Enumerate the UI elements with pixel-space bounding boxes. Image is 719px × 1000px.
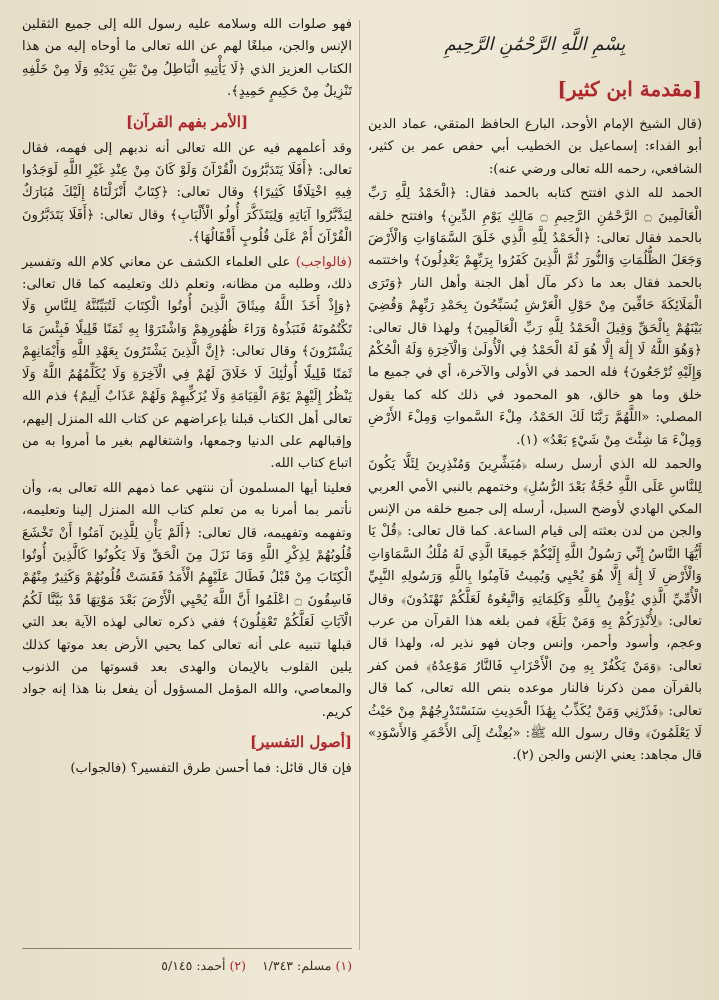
hamd-paragraph: الحمد لله الذي افتتح كتابه بالحمد فقال: ﴿الْحَمْدُ لِلَّهِ رَبِّ الْعَالَمِينَ ۝ الرَّحْمَٰنِ الرَّحِيمِ ۝ مَالِكِ يَوْمِ الدِّينِ﴾ وافتتح خلقه بالحمد فقال تعالى: ﴿الْحَمْدُ لِلَّهِ الَّذِي خَلَقَ السَّمَاوَاتِ وَالْأَرْضَ وَجَعَلَ الظُّلُمَاتِ وَالنُّورَ ثُمَّ الَّذِينَ كَفَرُوا بِرَبِّهِمْ يَعْدِلُونَ﴾ واختتمه بالحمد فقال بعد ما ذكر مآل أهل الجنة وأهل النار ﴿وَتَرَى الْمَلَائِكَةَ حَافِّينَ مِنْ حَوْلِ الْعَرْشِ يُسَبِّحُونَ بِحَمْدِ رَبِّهِمْ وَقُضِيَ بَيْنَهُمْ بِالْحَقِّ وَقِيلَ الْحَمْدُ لِلَّهِ رَبِّ الْعَالَمِينَ﴾ ولهذا قال تعالى: ﴿وَهُوَ اللَّهُ لَا إِلَٰهَ إِلَّا هُوَ لَهُ الْحَمْدُ فِي الْأُولَىٰ وَالْآخِرَةِ وَلَهُ الْحُكْمُ وَإِلَيْهِ تُرْجَعُونَ﴾ فله الحمد في الأولى والآخرة، أي في جميع ما خلق وما هو خالق، هو المحمود في ذلك كله كما يقول المصلي: «اللَّهُمَّ رَبَّنَا لَكَ الحَمْدُ، مِلْءَ السَّمواتِ وَمِلْءَ الأَرْضِ وَمِلْءَ مَا شِئْتَ مِنْ شَيْءٍ بَعْدُ» (١). [368, 186, 702, 448]
section-heading-principles: [أصول التفسير] [249, 733, 352, 752]
opening-paragraph: فهو صلوات الله وسلامه عليه رسول الله إلى جميع الثقلين الإنس والجن، مبلغًا لهم عن الله تعالى ما أوحاه إليه من هذا الكتاب العزيز الذي ﴿لَا يَأْتِيهِ الْبَاطِلُ مِنْ بَيْنِ يَدَيْهِ وَلَا مِنْ خَلْفِهِ تَنْزِيلٌ مِنْ حَكِيمٍ حَمِيدٍ﴾. [22, 17, 352, 100]
duty-paragraph [22, 252, 352, 476]
understanding-paragraph: وقد أعلمهم فيه عن الله تعالى أنه ندبهم إلى فهمه، فقال تعالى: ﴿أَفَلَا يَتَدَبَّرُونَ الْقُرْآنَ وَلَوْ كَانَ مِنْ عِنْدِ غَيْرِ اللَّهِ لَوَجَدُوا فِيهِ اخْتِلَافًا كَثِيرًا﴾ وقال تعالى: ﴿كِتَابٌ أَنْزَلْنَاهُ إِلَيْكَ مُبَارَكٌ لِيَدَّبَّرُوا آيَاتِهِ وَلِيَتَذَكَّرَ أُولُو الْأَلْبَابِ﴾ وقال تعالى: ﴿أَفَلَا يَتَدَبَّرُونَ الْقُرْآنَ أَمْ عَلَىٰ قُلُوبٍ أَقْفَالُهَا﴾. [22, 140, 352, 246]
footnote-rule [22, 948, 352, 949]
column-divider [359, 20, 360, 950]
rusul-paragraph: والحمد لله الذي أرسل رسله ﴿مُبَشِّرِينَ وَمُنْذِرِينَ لِئَلَّا يَكُونَ لِلنَّاسِ عَلَى اللَّهِ حُجَّةٌ بَعْدَ الرُّسُلِ﴾ وختمهم بالنبي الأمي العربي المكي الهادي لأوضح السبل، أرسله إلى جميع خلقه من الإنس والجن من لدن بعثته إلى قيام الساعة. كما قال تعالى: ﴿قُلْ يَا أَيُّهَا النَّاسُ إِنِّي رَسُولُ اللَّهِ إِلَيْكُمْ جَمِيعًا الَّذِي لَهُ مُلْكُ السَّمَاوَاتِ وَالْأَرْضِ لَا إِلَٰهَ إِلَّا هُوَ يُحْيِي وَيُمِيتُ فَآمِنُوا بِاللَّهِ وَرَسُولِهِ النَّبِيِّ الْأُمِّيِّ الَّذِي يُؤْمِنُ بِاللَّهِ وَكَلِمَاتِهِ وَاتَّبِعُوهُ لَعَلَّكُمْ تَهْتَدُونَ﴾ وقال تعالى: ﴿لِأُنْذِرَكُمْ بِهِ وَمَنْ بَلَغَ﴾ فمن بلغه هذا القرآن من عرب وعجم، وأسود وأحمر، وإنس وجان فهو نذير له، ولهذا قال تعالى: ﴿وَمَنْ يَكْفُرْ بِهِ مِنَ الْأَحْزَابِ فَالنَّارُ مَوْعِدُهُ﴾ فمن كفر بالقرآن ممن ذكرنا فالنار موعده بنص الله تعالى، كما قال تعالى: ﴿فَذَرْنِي وَمَنْ يُكَذِّبُ بِهَٰذَا الْحَدِيثِ سَنَسْتَدْرِجُهُمْ مِنْ حَيْثُ لَا يَعْلَمُونَ﴾ وقال رسول الله ﷺ: «بُعِثْتُ إِلَى الأَحْمَرِ وَالأَسْوَدِ» قال مجاهد: يعني الإنس والجن (٢). [368, 457, 702, 764]
footnote-1-number: (١) [335, 958, 352, 973]
section-heading-understanding: [الأمر بفهم القرآن] [125, 112, 249, 131]
principles-paragraph: فإن قال قائل: فما أحسن طرق التفسير؟ (فالجواب) [70, 761, 352, 777]
right-column [368, 14, 702, 770]
footnote-2-text: أحمد: ٥/١٤٥ [161, 958, 226, 973]
section-heading-introduction: [مقدمة ابن كثير] [557, 77, 702, 101]
footnotes [22, 956, 352, 976]
left-column [22, 14, 352, 783]
duty-label: (فالواجب) [295, 254, 352, 270]
footnote-2-number: (٢) [229, 958, 247, 973]
author-paragraph: (قال الشيخ الإمام الأوحد، البارع الحافظ المتقي، عماد الدين أبو الفداء: إسماعيل بن الخطيب أبي حفص عمر بن كثير، الشافعي، رحمه الله تعالى ورضي عنه): [368, 117, 702, 177]
footnote-1-text: مسلم: ١/٣٤٣ [261, 958, 332, 973]
basmala: بِسْمِ اللَّهِ الرَّحْمَٰنِ الرَّحِيمِ [444, 34, 626, 55]
duty-text: على العلماء الكشف عن معاني كلام الله وتفسير ذلك، وطلبه من مظانه، وتعلم ذلك وتعليمه كما قال تعالى: ﴿وَإِذْ أَخَذَ اللَّهُ مِيثَاقَ الَّذِينَ أُوتُوا الْكِتَابَ لَتُبَيِّنُنَّهُ لِلنَّاسِ وَلَا تَكْتُمُونَهُ فَنَبَذُوهُ وَرَاءَ ظُهُورِهِمْ وَاشْتَرَوْا بِهِ ثَمَنًا قَلِيلًا فَبِئْسَ مَا يَشْتَرُونَ﴾ وقال تعالى: ﴿إِنَّ الَّذِينَ يَشْتَرُونَ بِعَهْدِ اللَّهِ وَأَيْمَانِهِمْ ثَمَنًا قَلِيلًا أُولَٰئِكَ لَا خَلَاقَ لَهُمْ فِي الْآخِرَةِ وَلَا يُكَلِّمُهُمُ اللَّهُ وَلَا يَنْظُرُ إِلَيْهِمْ يَوْمَ الْقِيَامَةِ وَلَا يُزَكِّيهِمْ وَلَهُمْ عَذَابٌ أَلِيمٌ﴾ فذم الله تعالى أهل الكتاب قبلنا بإعراضهم عن كتاب الله المنزل إليهم، وإقبالهم على الدنيا وجمعها، واشتغالهم بغير ما أمروا به من اتباع كتاب الله. [22, 254, 352, 472]
exhortation-paragraph: فعلينا أيها المسلمون أن ننتهي عما ذمهم الله تعالى به، وأن نأتمر بما أمرنا به من تعلم كتاب الله المنزل إلينا وتعليمه، وتفهمه وتفهيمه، قال تعالى: ﴿أَلَمْ يَأْنِ لِلَّذِينَ آمَنُوا أَنْ تَخْشَعَ قُلُوبُهُمْ لِذِكْرِ اللَّهِ وَمَا نَزَلَ مِنَ الْحَقِّ وَلَا يَكُونُوا كَالَّذِينَ أُوتُوا الْكِتَابَ مِنْ قَبْلُ فَطَالَ عَلَيْهِمُ الْأَمَدُ فَقَسَتْ قُلُوبُهُمْ وَكَثِيرٌ مِنْهُمْ فَاسِقُونَ ۝ اعْلَمُوا أَنَّ اللَّهَ يُحْيِي الْأَرْضَ بَعْدَ مَوْتِهَا قَدْ بَيَّنَّا لَكُمُ الْآيَاتِ لَعَلَّكُمْ تَعْقِلُونَ﴾ ففي ذكره تعالى لهذه الآية بعد التي قبلها تنبيه على أنه تعالى كما يحيي الأرض بعد موتها كذلك يلين القلوب بالإيمان والهدى بعد قسوتها من الذنوب والمعاصي، والله المؤمل المسؤول أن يفعل بنا هذا إنه جواد كريم. [22, 480, 352, 720]
